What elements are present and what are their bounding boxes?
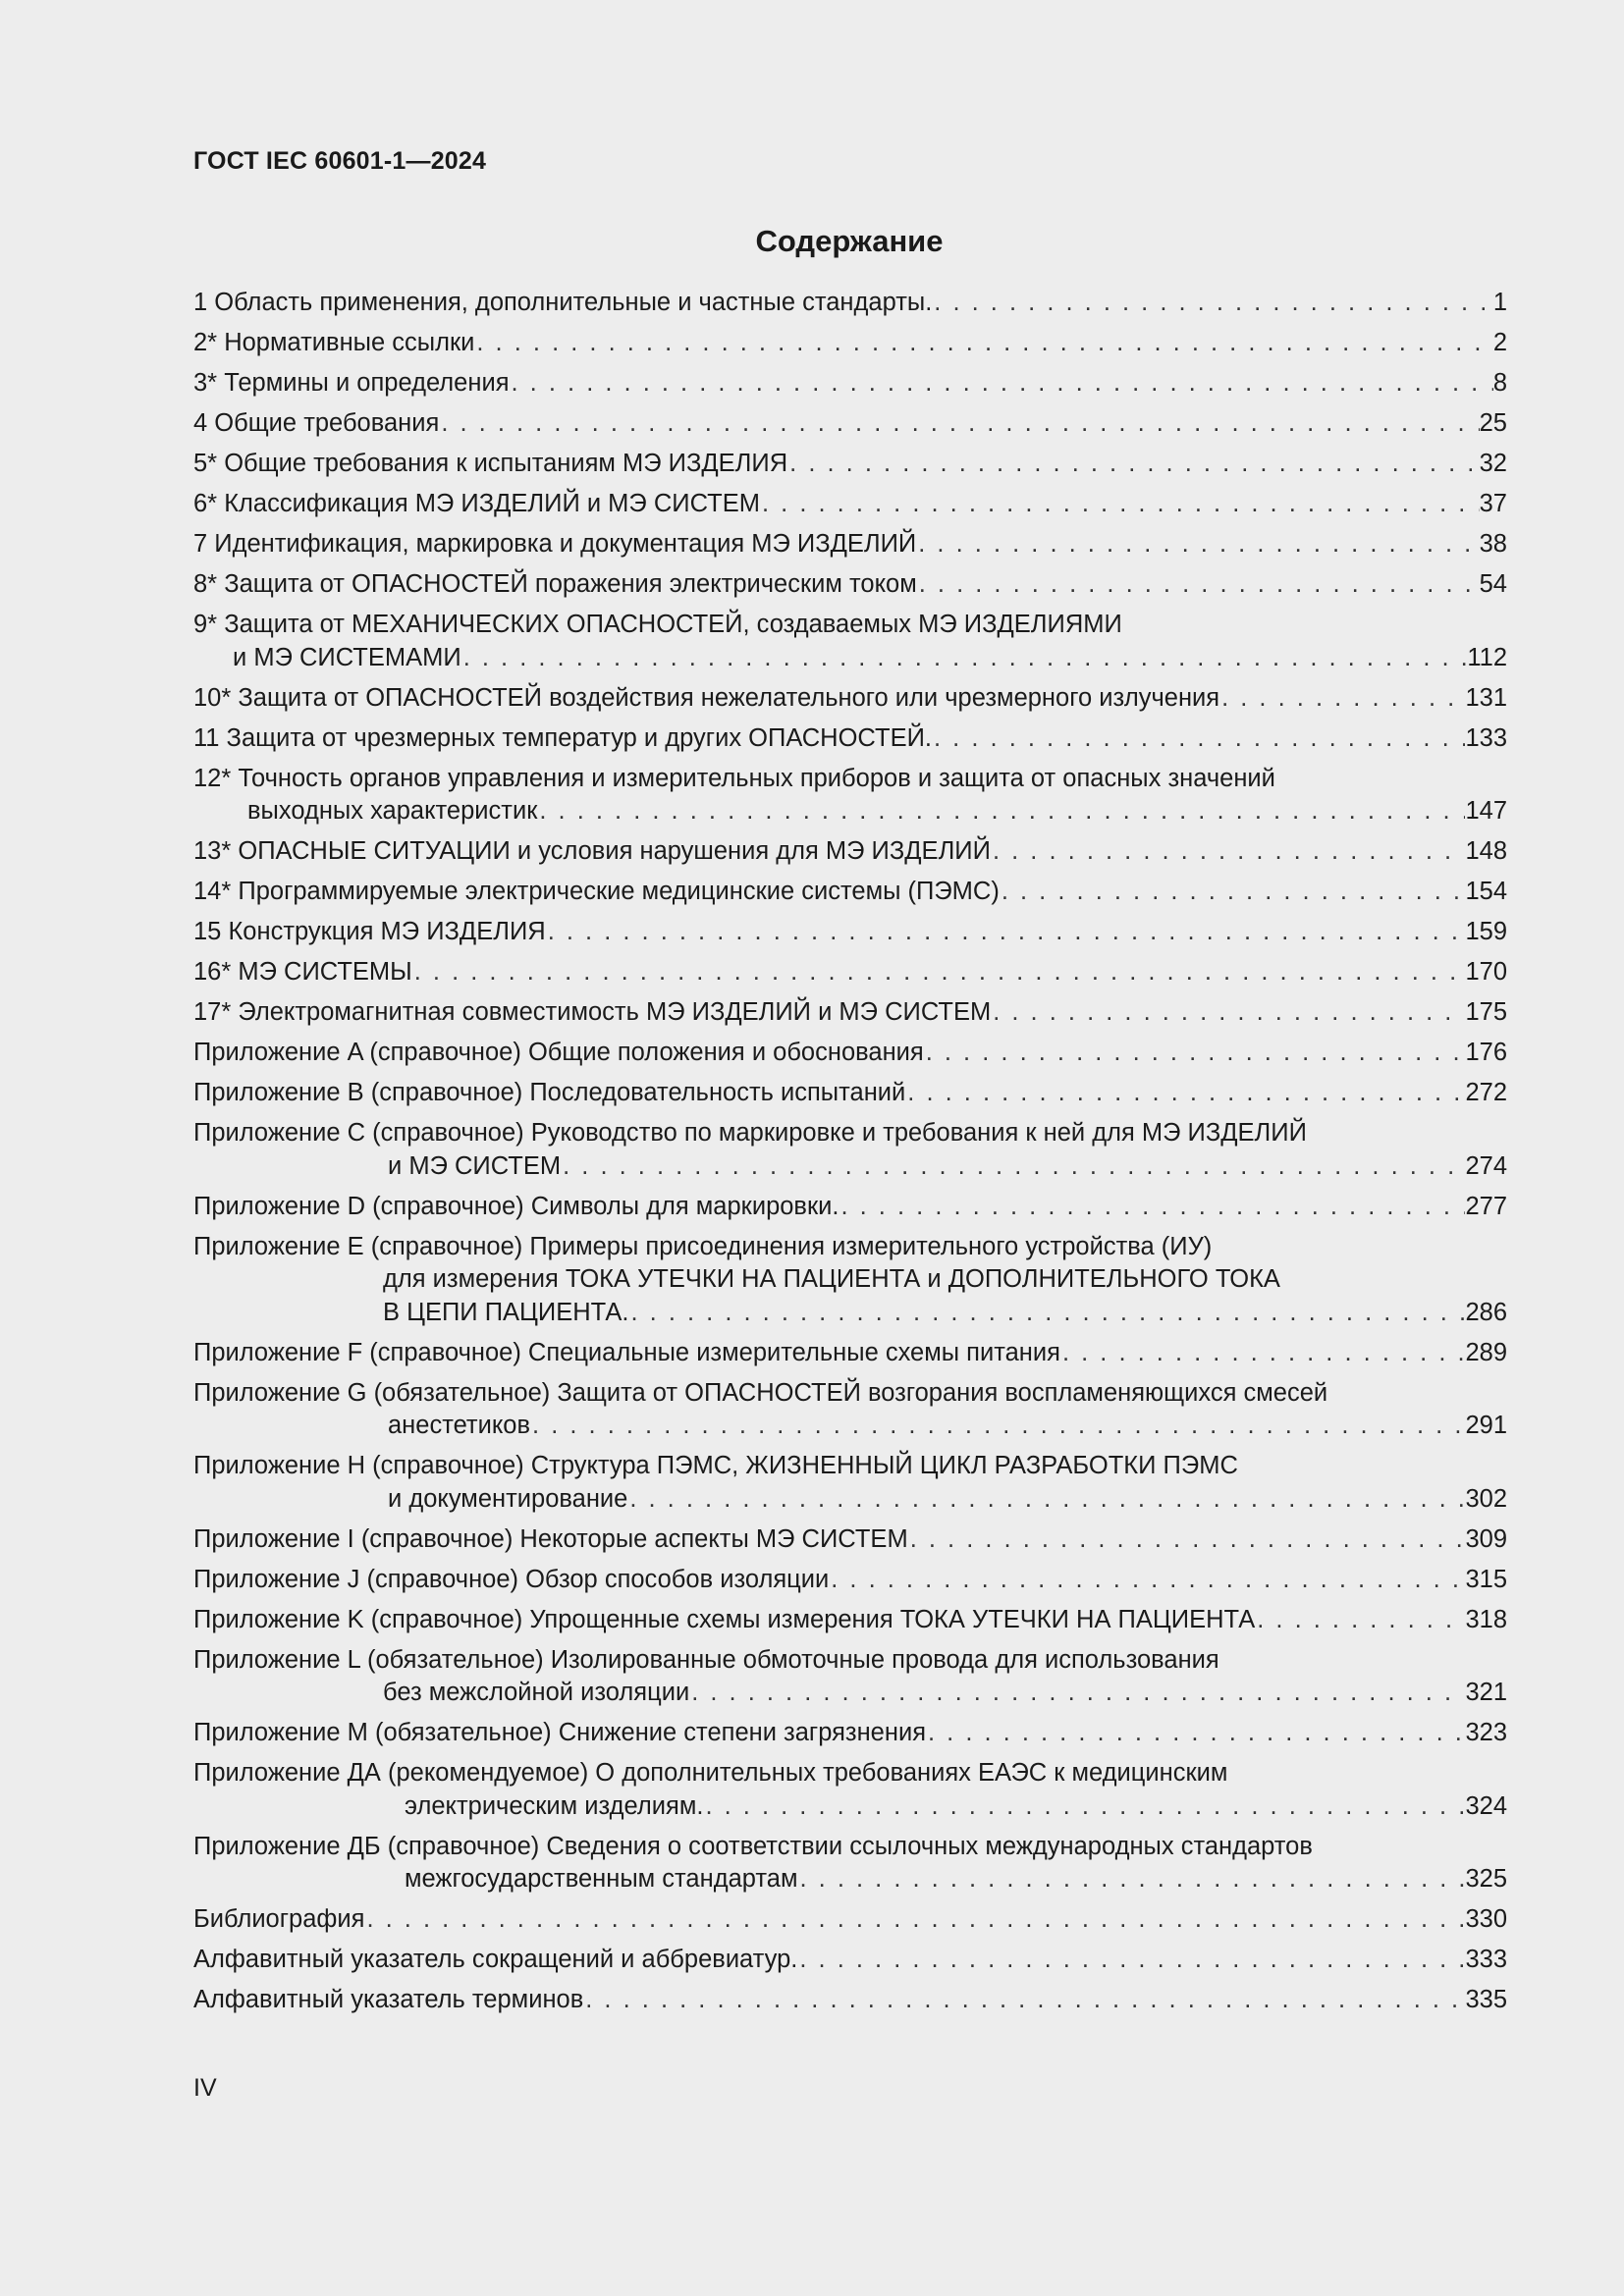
table-of-contents <box>193 287 1507 2024</box>
dot-leader <box>1219 682 1465 716</box>
toc-entry[interactable] <box>193 1944 1507 1977</box>
toc-page-number: 335 <box>1465 1986 1507 2013</box>
dot-leader <box>364 1903 1465 1937</box>
dot-leader <box>583 1984 1465 2017</box>
toc-entry-title: 14* Программируемые электрические медицинские системы (ПЭМС) <box>193 878 1000 905</box>
toc-entry[interactable] <box>193 407 1507 441</box>
toc-entry-title: 8* Защита от ОПАСНОСТЕЙ поражения электрическим током <box>193 570 917 598</box>
toc-entry-title: Приложение L (обязательное) Изолированные обмоточные провода для использования <box>193 1645 1219 1674</box>
toc-page-number: 325 <box>1465 1865 1507 1893</box>
document-id-header: ГОСТ IEC 60601-1—2024 <box>193 147 487 175</box>
toc-entry[interactable] <box>193 1564 1507 1597</box>
toc-entry[interactable] <box>193 763 1507 828</box>
toc-page-number: 38 <box>1479 530 1507 558</box>
toc-page-number: 8 <box>1492 369 1507 397</box>
toc-entry-title: для измерения ТОКА УТЕЧКИ НА ПАЦИЕНТА и ДОПОЛНИТЕЛЬНОГО ТОКА <box>383 1265 1280 1293</box>
toc-entry-title: анестетиков <box>388 1412 531 1439</box>
toc-entry-title: Алфавитный указатель сокращений и аббревиатур. <box>193 1946 798 1973</box>
toc-entry[interactable] <box>193 682 1507 716</box>
toc-entry[interactable] <box>193 609 1507 674</box>
toc-entry-title: 5* Общие требования к испытаниям МЭ ИЗДЕЛИЯ <box>193 450 788 477</box>
toc-page-number: 318 <box>1465 1605 1507 1633</box>
toc-entry-title: межгосударственным стандартам <box>405 1865 798 1893</box>
dot-leader <box>461 642 1468 675</box>
toc-entry-title: Приложение G (обязательное) Защита от ОПАСНОСТЕЙ возгорания воспламеняющихся смесей <box>193 1378 1328 1407</box>
toc-page-number: 37 <box>1479 490 1507 517</box>
toc-page-number: 330 <box>1465 1905 1507 1933</box>
dot-leader <box>628 1297 1465 1330</box>
toc-entry-title: 4 Общие требования <box>193 409 440 437</box>
toc-entry[interactable] <box>193 568 1507 602</box>
toc-entry-title: Приложение F (справочное) Специальные измерительные схемы питания <box>193 1338 1060 1366</box>
dot-leader <box>627 1483 1465 1517</box>
dot-leader <box>908 1523 1466 1557</box>
dot-leader <box>932 722 1465 756</box>
dot-leader <box>1000 876 1466 909</box>
toc-entry-title: и МЭ СИСТЕМ <box>388 1151 562 1180</box>
toc-page-number: 159 <box>1465 918 1507 945</box>
toc-title: Содержание <box>755 224 944 258</box>
toc-page-number: 133 <box>1465 723 1507 752</box>
toc-entry-title: выходных характеристик <box>247 797 538 825</box>
toc-entry-title: 15 Конструкция МЭ ИЗДЕЛИЯ <box>193 918 546 945</box>
toc-page-number: 54 <box>1479 570 1507 598</box>
toc-page-number: 147 <box>1465 797 1507 825</box>
page-number: IV <box>193 2074 217 2102</box>
toc-page-number: 323 <box>1465 1719 1507 1746</box>
toc-entry-title: 11 Защита от чрезмерных температур и других ОПАСНОСТЕЙ. <box>193 723 933 752</box>
dot-leader <box>760 488 1480 521</box>
dot-leader <box>839 1191 1465 1224</box>
toc-entry-title: 2* Нормативные ссылки <box>193 329 475 356</box>
toc-entry-title: без межслойной изоляции <box>383 1679 690 1706</box>
toc-entry[interactable] <box>193 1231 1507 1330</box>
toc-page-number: 154 <box>1465 878 1507 905</box>
toc-entry[interactable] <box>193 835 1507 869</box>
dot-leader <box>689 1677 1465 1710</box>
toc-entry-title: Приложение J (справочное) Обзор способов изоляции <box>193 1565 830 1593</box>
toc-entry-title: 12* Точность органов управления и измерительных приборов и защита от опасных значений <box>193 764 1275 792</box>
toc-entry[interactable] <box>193 1984 1507 2017</box>
toc-entry[interactable] <box>193 528 1507 561</box>
toc-entry[interactable] <box>193 1037 1507 1070</box>
toc-entry-title: 7 Идентификация, маркировка и документация МЭ ИЗДЕЛИЙ <box>193 530 917 558</box>
dot-leader <box>412 956 1466 989</box>
dot-leader <box>787 448 1479 481</box>
toc-entry[interactable] <box>193 327 1507 360</box>
dot-leader <box>703 1790 1465 1824</box>
dot-leader <box>546 916 1466 949</box>
dot-leader <box>537 795 1465 828</box>
toc-entry[interactable] <box>193 1757 1507 1823</box>
toc-entry[interactable] <box>193 287 1507 320</box>
toc-entry-title: Приложение E (справочное) Примеры присоединения измерительного устройства (ИУ) <box>193 1232 1213 1260</box>
toc-entry-title: 6* Классификация МЭ ИЗДЕЛИЙ и МЭ СИСТЕМ <box>193 490 760 517</box>
toc-entry[interactable] <box>193 916 1507 949</box>
toc-entry-title: Библиография <box>193 1905 365 1933</box>
toc-entry-title: Приложение D (справочное) Символы для маркировки. <box>193 1192 839 1220</box>
dot-leader <box>797 1944 1465 1977</box>
dot-leader <box>905 1077 1465 1110</box>
toc-entry-title: 3* Термины и определения <box>193 369 510 397</box>
toc-page-number: 315 <box>1465 1565 1507 1593</box>
toc-entry-title: и МЭ СИСТЕМАМИ <box>233 643 461 671</box>
dot-leader <box>916 528 1479 561</box>
toc-entry[interactable] <box>193 1191 1507 1224</box>
toc-page-number: 333 <box>1465 1946 1507 1973</box>
toc-page-number: 321 <box>1465 1679 1507 1706</box>
toc-entry-title: Приложение H (справочное) Структура ПЭМС, ЖИЗНЕННЫЙ ЦИКЛ РАЗРАБОТКИ ПЭМС <box>193 1452 1238 1479</box>
toc-page-number: 324 <box>1465 1791 1507 1820</box>
toc-entry[interactable] <box>193 448 1507 481</box>
toc-entry[interactable] <box>193 1377 1507 1443</box>
dot-leader <box>561 1150 1465 1184</box>
toc-entry-title: электрическим изделиям. <box>405 1791 704 1820</box>
toc-entry[interactable] <box>193 1831 1507 1896</box>
toc-page-number: 176 <box>1465 1039 1507 1066</box>
toc-page-number: 170 <box>1465 958 1507 986</box>
toc-entry[interactable] <box>193 1644 1507 1710</box>
dot-leader <box>917 568 1480 602</box>
toc-entry-title: Приложение I (справочное) Некоторые аспекты МЭ СИСТЕМ <box>193 1524 908 1553</box>
toc-entry-title: Алфавитный указатель терминов <box>193 1986 584 2013</box>
toc-entry-title: Приложение ДБ (справочное) Сведения о соответствии ссылочных международных стандартов <box>193 1832 1313 1860</box>
dot-leader <box>932 287 1493 320</box>
toc-entry[interactable] <box>193 1337 1507 1370</box>
dot-leader <box>926 1717 1465 1750</box>
toc-entry-title: Приложение A (справочное) Общие положения и обоснования <box>193 1039 924 1066</box>
toc-page-number: 32 <box>1479 450 1507 477</box>
toc-entry[interactable] <box>193 1523 1507 1557</box>
toc-entry-title: 17* Электромагнитная совместимость МЭ ИЗДЕЛИЙ и МЭ СИСТЕМ <box>193 998 992 1026</box>
toc-entry-title: Приложение M (обязательное) Снижение степени загрязнения <box>193 1719 926 1746</box>
toc-entry-title: Приложение ДА (рекомендуемое) О дополнительных требованиях ЕАЭС к медицинским <box>193 1759 1228 1787</box>
toc-entry[interactable] <box>193 1450 1507 1516</box>
toc-page-number: 148 <box>1465 837 1507 865</box>
toc-entry[interactable] <box>193 996 1507 1030</box>
toc-page-number: 1 <box>1492 289 1507 316</box>
toc-page-number: 286 <box>1465 1298 1507 1326</box>
dot-leader <box>510 367 1493 400</box>
toc-page-number: 272 <box>1465 1079 1507 1106</box>
toc-entry-title: В ЦЕПИ ПАЦИЕНТА. <box>383 1298 629 1326</box>
toc-page-number: 131 <box>1465 683 1507 712</box>
toc-entry-title: 10* Защита от ОПАСНОСТЕЙ воздействия нежелательного или чрезмерного излучения <box>193 683 1220 712</box>
dot-leader <box>439 407 1479 441</box>
dot-leader <box>991 835 1465 869</box>
toc-page-number: 25 <box>1479 409 1507 437</box>
toc-entry[interactable] <box>193 1717 1507 1750</box>
dot-leader <box>991 996 1465 1030</box>
toc-entry-title: Приложение K (справочное) Упрощенные схемы измерения ТОКА УТЕЧКИ НА ПАЦИЕНТА <box>193 1605 1256 1633</box>
toc-page-number: 309 <box>1465 1524 1507 1553</box>
dot-leader <box>1255 1604 1465 1637</box>
toc-entry[interactable] <box>193 876 1507 909</box>
toc-entry[interactable] <box>193 367 1507 400</box>
toc-entry-title: 9* Защита от МЕХАНИЧЕСКИХ ОПАСНОСТЕЙ, создаваемых МЭ ИЗДЕЛИЯМИ <box>193 611 1122 638</box>
dot-leader <box>797 1863 1465 1896</box>
toc-page-number: 274 <box>1465 1151 1507 1180</box>
toc-entry[interactable] <box>193 1117 1507 1183</box>
toc-entry-title: 13* ОПАСНЫЕ СИТУАЦИИ и условия нарушения для МЭ ИЗДЕЛИЙ <box>193 837 991 865</box>
toc-entry-title: 1 Область применения, дополнительные и частные стандарты. <box>193 289 933 316</box>
toc-entry-title: Приложение C (справочное) Руководство по маркировке и требования к ней для МЭ ИЗДЕЛИЙ <box>193 1119 1307 1147</box>
toc-page-number: 112 <box>1467 643 1507 671</box>
toc-entry[interactable] <box>193 956 1507 989</box>
toc-entry[interactable] <box>193 1604 1507 1637</box>
toc-page-number: 289 <box>1465 1338 1507 1366</box>
toc-page-number: 2 <box>1492 329 1507 356</box>
toc-page-number: 291 <box>1465 1412 1507 1439</box>
toc-entry[interactable] <box>193 1903 1507 1937</box>
toc-entry[interactable] <box>193 488 1507 521</box>
toc-page-number: 302 <box>1465 1484 1507 1513</box>
toc-entry-title: Приложение B (справочное) Последовательность испытаний <box>193 1079 906 1106</box>
dot-leader <box>1060 1337 1466 1370</box>
toc-page-number: 175 <box>1465 998 1507 1026</box>
toc-entry[interactable] <box>193 1077 1507 1110</box>
toc-page-number: 277 <box>1465 1192 1507 1220</box>
toc-entry-title: и документирование <box>388 1484 628 1513</box>
toc-entry-title: 16* МЭ СИСТЕМЫ <box>193 958 412 986</box>
dot-leader <box>474 327 1492 360</box>
dot-leader <box>829 1564 1465 1597</box>
dot-leader <box>924 1037 1466 1070</box>
dot-leader <box>530 1410 1465 1443</box>
toc-entry[interactable] <box>193 722 1507 756</box>
